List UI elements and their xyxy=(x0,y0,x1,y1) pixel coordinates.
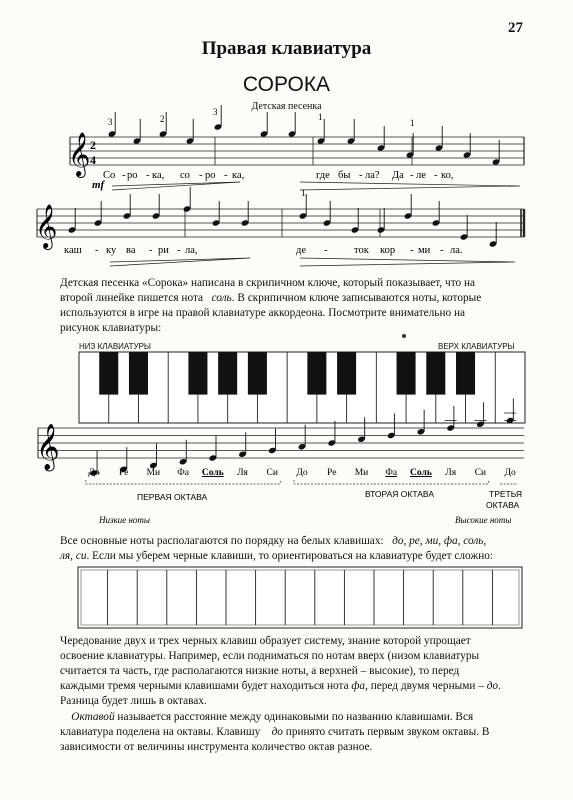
note-name-italic: соль xyxy=(211,292,232,304)
lyric-syllable: ко, xyxy=(441,170,454,181)
crescendo-hairpin xyxy=(110,258,250,266)
second-octave-bracket xyxy=(294,480,488,484)
lyric-syllable: - xyxy=(440,245,444,256)
song-title: СОРОКА xyxy=(242,73,331,96)
paragraph-intro-line: используются в игре на правой клавиатуре аккордеона. Посмотрите внимательно на xyxy=(60,307,466,319)
lyric-syllable: ка, xyxy=(152,170,165,181)
text-fragment: Все основные ноты располагаются по порядку на белых клавишах: xyxy=(60,535,384,547)
paragraph-octave xyxy=(60,710,530,755)
black-key xyxy=(218,352,237,395)
paragraph-octave-line: зависимости от величины инструмента количество октав разное. xyxy=(60,741,373,753)
black-key xyxy=(188,352,207,395)
note-name-label: До xyxy=(88,468,100,478)
fingering-number: 1 xyxy=(301,188,306,198)
fingering-number: 1 xyxy=(318,112,323,122)
lyric-syllable: - xyxy=(410,245,414,256)
note-name-label: До xyxy=(504,468,516,478)
paragraph-white-keys-line xyxy=(60,534,530,549)
lyric-syllable: Да xyxy=(392,170,404,181)
text-fragment: , перед двумя черными – xyxy=(365,680,484,692)
lyric-syllable: где xyxy=(316,170,330,181)
black-key xyxy=(129,352,148,395)
text-fragment: . В скрипичном ключе записываются ноты, которые xyxy=(231,292,482,304)
lyric-syllable: ла? xyxy=(365,170,380,181)
lyric-syllable: - xyxy=(224,170,228,181)
lyric-syllable: ри xyxy=(158,245,169,256)
text-fragment: называется расстояние между одинаковыми по названию клавишами. Вся xyxy=(117,711,474,723)
section-title: Правая клавиатура xyxy=(201,38,372,59)
note-name-italic: до xyxy=(486,680,499,692)
black-key xyxy=(426,352,445,395)
decrescendo-hairpin xyxy=(300,258,515,266)
paragraph-octave-line xyxy=(60,725,530,740)
lyric-syllable: - xyxy=(359,170,363,181)
third-octave-label-line1: ТРЕТЬЯ xyxy=(489,489,523,499)
lyric-syllable: ва xyxy=(126,245,136,256)
paragraph-white-keys-line xyxy=(60,549,530,564)
lyric-syllable: каш xyxy=(64,245,82,256)
page-number: 27 xyxy=(508,20,523,36)
note-name-label: Си xyxy=(474,468,487,478)
lyric-syllable: ле xyxy=(416,170,426,181)
time-signature-top: 2 xyxy=(90,138,96,152)
text-fragment: . xyxy=(498,680,501,692)
lyric-syllable: - xyxy=(177,245,181,256)
paragraph-white-keys xyxy=(60,534,530,564)
lyric-syllable: ку xyxy=(106,245,117,256)
lyric-syllable: де xyxy=(296,245,307,256)
lyric-syllable: кор xyxy=(380,245,396,256)
text-fragment: клавиатура поделена на октавы. Клавишу xyxy=(60,726,261,738)
treble-clef-icon: 𝄞 xyxy=(36,424,60,470)
paragraph-intro-line xyxy=(60,291,530,306)
lyric-syllable: - xyxy=(324,245,328,256)
lyric-syllable: ла. xyxy=(450,245,463,256)
black-key xyxy=(307,352,326,395)
note-name-label: Ля xyxy=(445,468,457,478)
lyric-syllable: со xyxy=(180,170,190,181)
fingering-number: 2 xyxy=(160,114,165,124)
paragraph-intro-line: Детская песенка «Сорока» написана в скрипичном ключе, который показывает, что на xyxy=(60,277,476,289)
paragraph-black-keys-line: Разница будет лишь в октавах. xyxy=(60,695,207,707)
note-name-label: Ре xyxy=(327,468,337,478)
black-key xyxy=(397,352,416,395)
note-name-label: Ре xyxy=(118,468,129,478)
lyric-syllable: ла, xyxy=(185,245,198,256)
paragraph-intro xyxy=(60,276,530,336)
keyboard-high-label: ВЕРХ КЛАВИАТУРЫ xyxy=(438,342,515,351)
note-name-label: Фа xyxy=(177,468,189,478)
text-fragment: принято считать первым звуком октавы. В xyxy=(285,726,490,738)
term-italic: Октавой xyxy=(71,711,115,723)
decrescendo-hairpin xyxy=(300,182,520,190)
first-octave-bracket xyxy=(86,480,280,484)
paragraph-octave-line xyxy=(60,710,530,725)
low-notes-label: Низкие ноты xyxy=(99,515,151,525)
lyric-syllable: ми xyxy=(418,245,431,256)
paragraph-black-keys-line: считается та часть, где располагаются низкие ноты, а верхней – высокие), то перед xyxy=(60,665,460,677)
third-octave-label-line2: ОКТАВА xyxy=(486,500,520,510)
lyric-syllable: - xyxy=(122,170,126,181)
text-fragment: второй линейке пишется нота xyxy=(60,292,204,304)
lyric-syllable: - xyxy=(95,245,99,256)
note-name-label: Си xyxy=(266,468,278,478)
first-octave-label: ПЕРВАЯ ОКТАВА xyxy=(137,492,208,502)
black-key xyxy=(337,352,356,395)
keyboard-low-label: НИЗ КЛАВИАТУРЫ xyxy=(79,342,152,351)
treble-clef-icon: 𝄞 xyxy=(35,204,58,248)
note-name-label: Соль xyxy=(201,468,224,478)
note-name-label: Ми xyxy=(354,468,369,478)
paragraph-black-keys-line: освоение клавиатуры. Например, если подниматься по нотам вверх (низом клавиатуры xyxy=(60,650,480,662)
time-signature-bottom: 4 xyxy=(90,153,96,167)
black-key xyxy=(248,352,267,395)
song-subtitle: Детская песенка xyxy=(251,101,322,112)
paragraph-black-keys xyxy=(60,634,530,709)
lyric-syllable: ро xyxy=(205,170,216,181)
black-key xyxy=(456,352,475,395)
lyric-syllable: - xyxy=(146,170,150,181)
lyric-syllable: - xyxy=(434,170,438,181)
lyric-syllable: - xyxy=(199,170,203,181)
dynamic-mark: mf xyxy=(92,179,105,191)
high-notes-label: Высокие ноты xyxy=(455,515,512,525)
crescendo-hairpin xyxy=(112,182,240,190)
lyric-syllable: ро xyxy=(127,170,138,181)
black-key xyxy=(99,352,118,395)
note-name-label: Ля xyxy=(237,468,248,478)
fingering-number: 3 xyxy=(213,107,218,117)
second-octave-label: ВТОРАЯ ОКТАВА xyxy=(365,489,434,499)
lyric-syllable: - xyxy=(410,170,414,181)
fingering-number: 3 xyxy=(108,117,113,127)
note-name-label: Ми xyxy=(146,468,161,478)
note-name-label: Соль xyxy=(410,468,432,478)
paragraph-intro-line: рисунок клавиатуры: xyxy=(60,322,162,334)
keyboard-white-keys-only xyxy=(78,567,522,628)
lyric-syllable: ка, xyxy=(232,170,245,181)
paragraph-black-keys-line: Чередование двух и трех черных клавиш образует систему, знание которой упрощает xyxy=(60,635,471,647)
note-name-italic: фа xyxy=(351,680,366,692)
text-fragment: . Если мы уберем черные клавиши, то ориентироваться на клавиатуре будет сложно: xyxy=(86,550,494,562)
lyric-syllable: - xyxy=(149,245,153,256)
lyric-syllable: Со xyxy=(103,170,116,181)
lyric-syllable: бы xyxy=(338,170,351,181)
note-names-italic: ля, си xyxy=(60,550,87,562)
paragraph-black-keys-line xyxy=(60,679,530,694)
fingering-number: 1 xyxy=(410,118,415,128)
treble-clef-icon: 𝄞 xyxy=(68,132,91,176)
text-fragment: каждыми тремя черными клавишами будет находиться нота xyxy=(60,680,349,692)
note-name-label: До xyxy=(296,468,308,478)
lyric-syllable: ток xyxy=(354,245,369,256)
note-name-label: Фа xyxy=(385,468,398,478)
note-name-italic: до xyxy=(271,726,283,738)
note-names-italic: до, ре, ми, фа, соль, xyxy=(392,535,487,547)
